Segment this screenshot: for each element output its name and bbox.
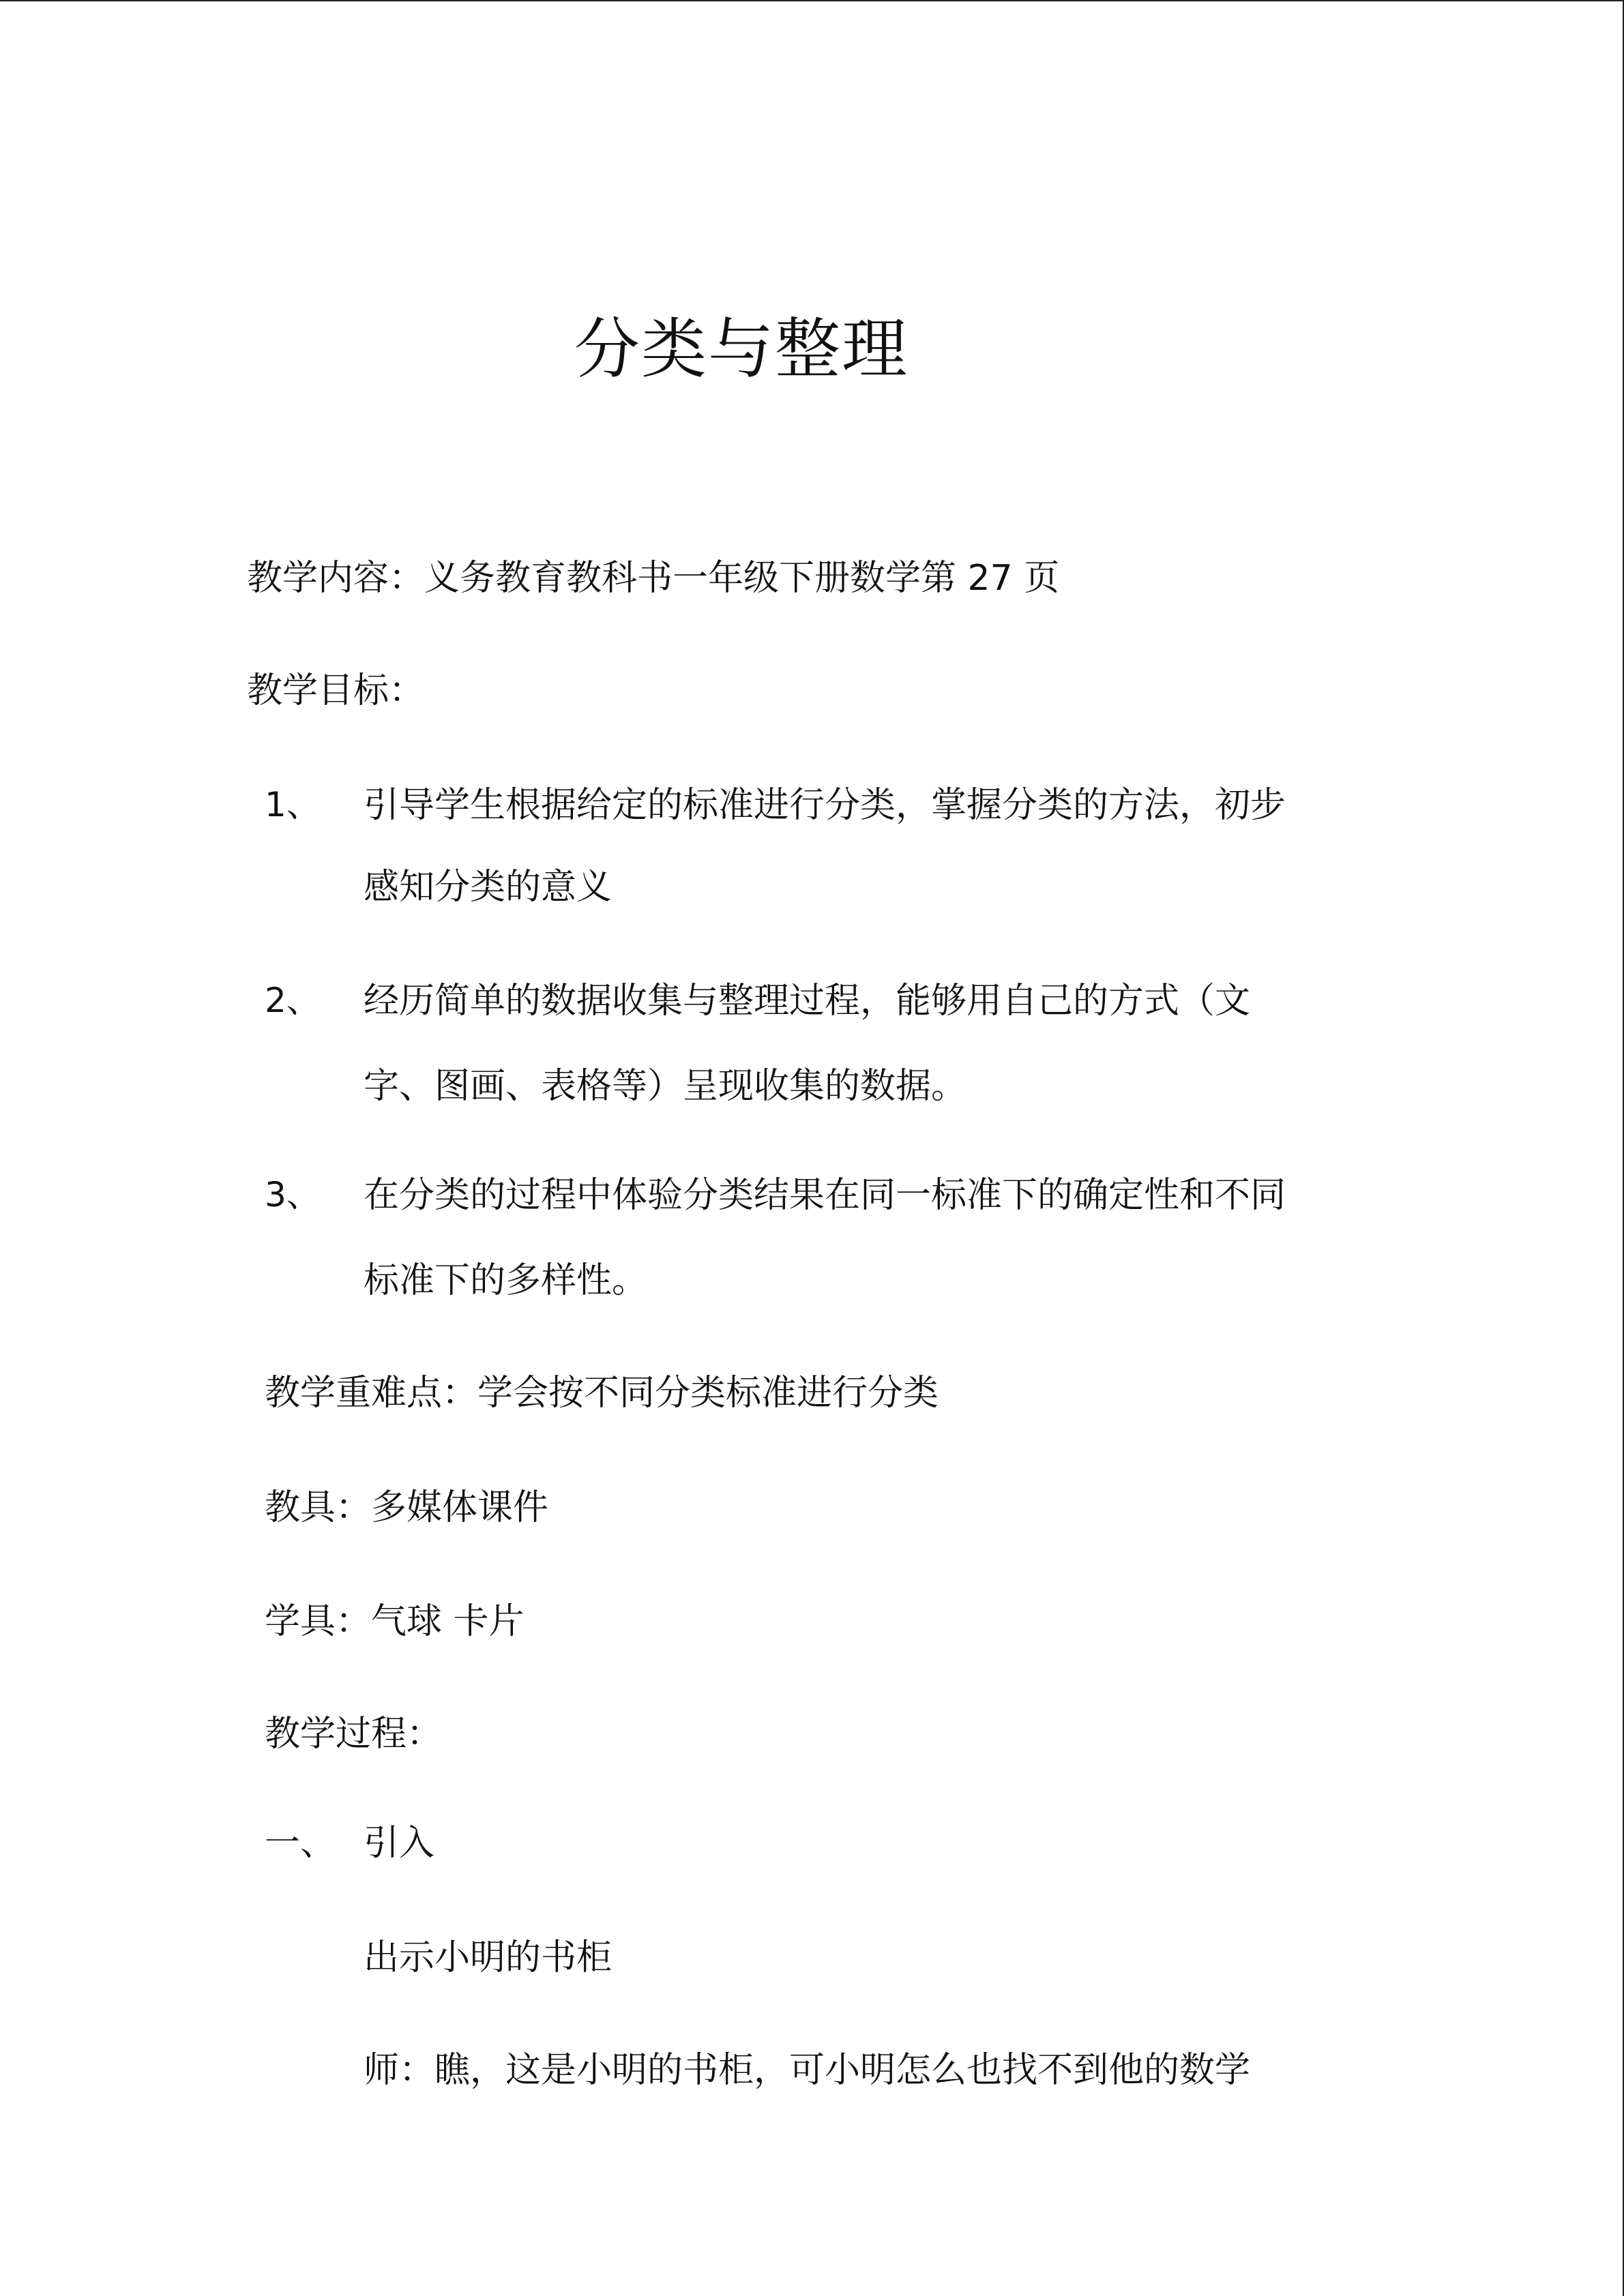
goal-2-number: 2、 xyxy=(265,981,321,1020)
process-heading: 教学过程： xyxy=(265,1714,443,1755)
goal-1-number: 1、 xyxy=(265,785,321,824)
section-one-number: 一、 xyxy=(265,1823,336,1864)
goal-2-line-2: 字、图画、表格等）呈现收集的数据。 xyxy=(364,1066,967,1107)
show-text: 出示小明的书柜 xyxy=(364,1937,612,1978)
teaching-goals-heading: 教学目标： xyxy=(247,670,425,711)
goal-1-line-2: 感知分类的意义 xyxy=(364,867,612,908)
goal-2-line-1: 经历简单的数据收集与整理过程，能够用自己的方式（文 xyxy=(364,981,1251,1022)
goal-3-line-2: 标准下的多样性。 xyxy=(364,1260,648,1301)
teacher-line: 师：瞧，这是小明的书柜，可小明怎么也找不到他的数学 xyxy=(364,2050,1251,2091)
learning-aids: 学具：气球 卡片 xyxy=(265,1601,525,1642)
goal-3-number: 3、 xyxy=(265,1175,321,1214)
teaching-aids: 教具：多媒体课件 xyxy=(265,1487,549,1528)
page-title: 分类与整理 xyxy=(574,311,909,387)
key-difficulty: 教学重难点：学会按不同分类标准进行分类 xyxy=(265,1373,939,1414)
section-one-label: 引入 xyxy=(364,1823,435,1864)
goal-1-line-1: 引导学生根据给定的标准进行分类，掌握分类的方法，初步 xyxy=(364,785,1286,826)
goal-3-line-1: 在分类的过程中体验分类结果在同一标准下的确定性和不同 xyxy=(364,1175,1286,1216)
teaching-content: 教学内容：义务教育教科书一年级下册数学第 27 页 xyxy=(247,558,1060,599)
